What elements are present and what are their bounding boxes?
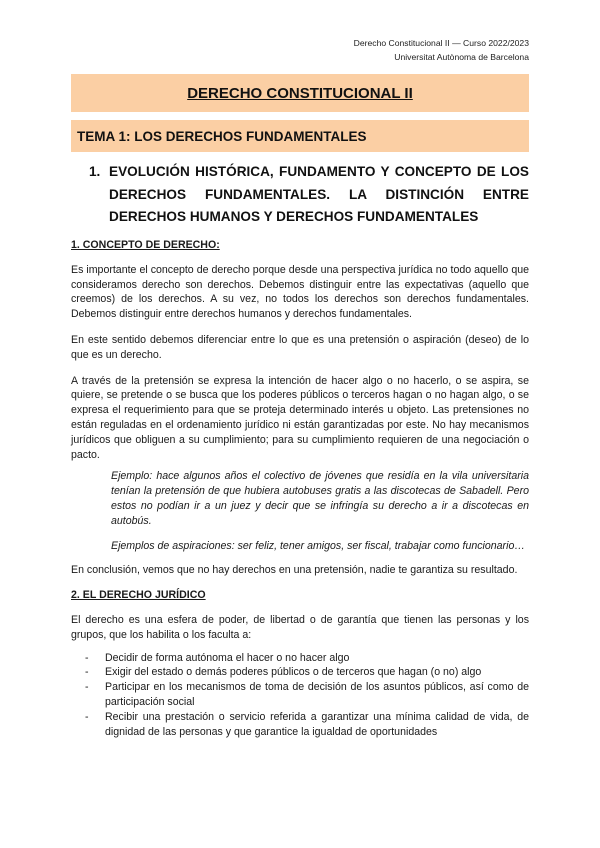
subheading-derecho-juridico: 2. EL DERECHO JURÍDICO bbox=[71, 589, 206, 602]
tema-banner bbox=[71, 120, 529, 152]
list-item-text: Recibir una prestación o servicio referida a garantizar una mínima calidad de vida, de dignidad de las personas y que garantice la igualdad de oportunidades bbox=[105, 710, 529, 738]
subheading-concepto: 1. CONCEPTO DE DERECHO: bbox=[71, 239, 220, 251]
list-item bbox=[71, 651, 529, 666]
section-number: 1. bbox=[89, 164, 101, 179]
example-paragraph: Ejemplo: hace algunos años el colectivo de jóvenes que residía en la vila universitaria tenían la pretensión de que hubiera autobuses gratis a las discotecas de Sabadell. Pero estos no podían ir a un juez y decir que se infringía su derecho a ir a discotecas en autobús. bbox=[111, 470, 529, 527]
dash-bullet: - bbox=[85, 666, 89, 679]
header-university: Universitat Autònoma de Barcelona bbox=[394, 52, 529, 62]
dash-bullet: - bbox=[85, 710, 89, 723]
tema-title: TEMA 1: LOS DERECHOS FUNDAMENTALES bbox=[77, 128, 367, 144]
dash-bullet: - bbox=[85, 681, 89, 694]
document-title: DERECHO CONSTITUCIONAL II bbox=[187, 84, 413, 102]
section-heading bbox=[89, 161, 529, 229]
list-item bbox=[71, 680, 529, 710]
paragraph: El derecho es una esfera de poder, de libertad o de garantía que tienen las personas y los grupos, que los habilita o los faculta a: bbox=[71, 613, 529, 641]
list-item-text: Participar en los mecanismos de toma de decisión de los asuntos públicos, así como de participación social bbox=[105, 681, 529, 708]
paragraph: Es importante el concepto de derecho porque desde una perspectiva jurídica no todo aquello que consideramos derecho son derechos. Debemos distinguir entre las expectativas (aquello que creemos) de los derechos. A su vez, no todos los derechos son derechos fundamentales. Debemos distinguir entre derechos humanos y derechos fundamentales. bbox=[71, 263, 529, 321]
section-title: EVOLUCIÓN HISTÓRICA, FUNDAMENTO Y CONCEPTO DE LOS DERECHOS FUNDAMENTALES. LA DISTINCIÓN ENTRE DERECHOS HUMANOS Y DERECHOS FUNDAMENTALES bbox=[109, 164, 529, 224]
page-header bbox=[354, 36, 529, 64]
document-title-banner bbox=[71, 74, 529, 112]
dash-bullet: - bbox=[85, 651, 89, 664]
rights-list bbox=[71, 651, 529, 740]
paragraph: A través de la pretensión se expresa la intención de hacer algo o no hacerlo, o se aspira, se quiere, se pretende o se busca que los poderes públicos o terceros hagan o no hagan algo, o se expresa el requerimiento para que se proteja determinado interés u objeto. Las pretensiones no están reguladas en el ordenamiento jurídico ni están garantizadas por este. No hay mecanismos jurídicos que obliguen a su cumplimiento; para su cumplimiento requieren de una negociación o pacto. bbox=[71, 374, 529, 461]
example-paragraph: Ejemplos de aspiraciones: ser feliz, tener amigos, ser fiscal, trabajar como funcionario… bbox=[111, 539, 525, 552]
conclusion-paragraph: En conclusión, vemos que no hay derechos en una pretensión, nadie te garantiza su resultado. bbox=[71, 564, 518, 577]
list-item bbox=[71, 665, 529, 680]
list-item-text: Exigir del estado o demás poderes públicos o de terceros que hagan (o no) algo bbox=[105, 666, 482, 679]
document-body bbox=[71, 238, 529, 739]
list-item bbox=[71, 710, 529, 740]
header-course: Derecho Constitucional II — Curso 2022/2023 bbox=[353, 38, 529, 48]
paragraph: En este sentido debemos diferenciar entre lo que es una pretensión o aspiración (deseo) de lo que es un derecho. bbox=[71, 333, 529, 361]
list-item-text: Decidir de forma autónoma el hacer o no hacer algo bbox=[105, 651, 350, 664]
